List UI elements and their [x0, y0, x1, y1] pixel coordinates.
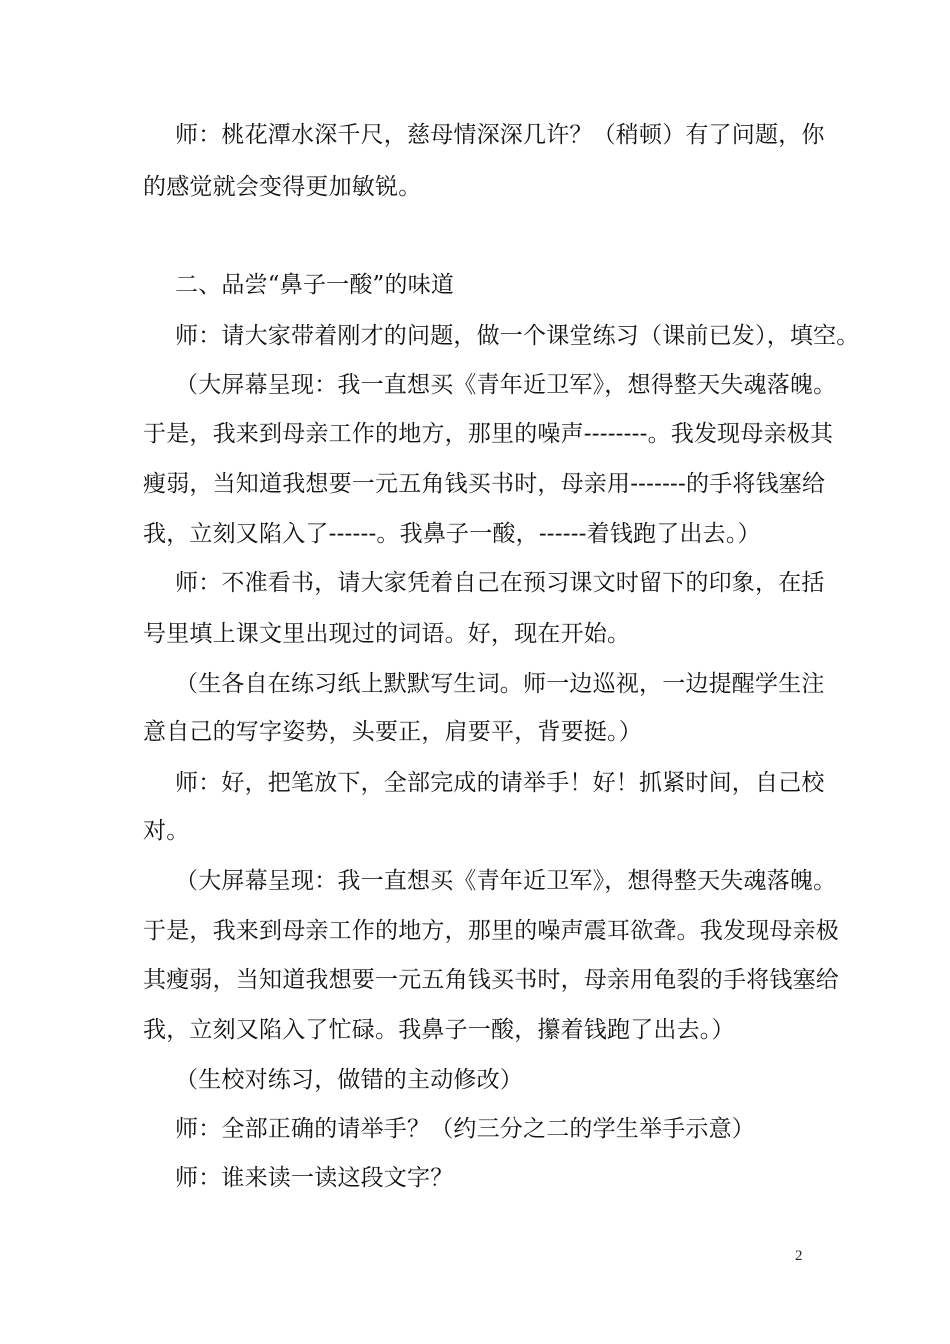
paragraph-line: 对。	[143, 818, 190, 844]
section-heading: 二、品尝“鼻子一酸”的味道	[175, 272, 455, 298]
paragraph-line: （生校对练习，做错的主动修改）	[175, 1067, 523, 1093]
paragraph-line: 师：全部正确的请举手？（约三分之二的学生举手示意）	[175, 1116, 755, 1142]
paragraph-line: 于是，我来到母亲工作的地方，那里的噪声--------。我发现母亲极其	[143, 421, 834, 447]
page-number: 2	[795, 1248, 803, 1264]
paragraph-line: 师：桃花潭水深千尺，慈母情深深几许？（稍顿）有了问题，你	[175, 122, 825, 148]
paragraph-line: 师：谁来读一读这段文字？	[175, 1165, 454, 1191]
paragraph-line: 我，立刻又陷入了忙碌。我鼻子一酸，攥着钱跑了出去。）	[143, 1017, 735, 1043]
paragraph-line: （生各自在练习纸上默默写生词。师一边巡视，一边提醒学生注	[175, 671, 825, 697]
paragraph-line: 号里填上课文里出现过的词语。好，现在开始。	[143, 621, 631, 647]
paragraph-line: 的感觉就会变得更加敏锐。	[143, 174, 422, 200]
paragraph-line: 师：不准看书，请大家凭着自己在预习课文时留下的印象，在括	[175, 570, 825, 596]
paragraph-line: 其瘦弱，当知道我想要一元五角钱买书时，母亲用龟裂的手将钱塞给	[143, 967, 839, 993]
paragraph-line: （大屏幕呈现：我一直想买《青年近卫军》，想得整天失魂落魄。	[175, 372, 837, 398]
paragraph-line: 师：请大家带着刚才的问题，做一个课堂练习（课前已发），填空。	[175, 323, 860, 349]
paragraph-line: 我，立刻又陷入了------。我鼻子一酸，------着钱跑了出去。）	[143, 521, 761, 547]
paragraph-line: 瘦弱，当知道我想要一元五角钱买书时，母亲用-------的手将钱塞给	[143, 471, 826, 497]
paragraph-line: 师：好，把笔放下，全部完成的请举手！好！抓紧时间，自己校	[175, 770, 825, 796]
paragraph-line: （大屏幕呈现：我一直想买《青年近卫军》，想得整天失魂落魄。	[175, 868, 837, 894]
paragraph-line: 意自己的写字姿势，头要正，肩要平，背要挺。）	[143, 719, 642, 745]
paragraph-line: 于是，我来到母亲工作的地方，那里的噪声震耳欲聋。我发现母亲极	[143, 918, 839, 944]
